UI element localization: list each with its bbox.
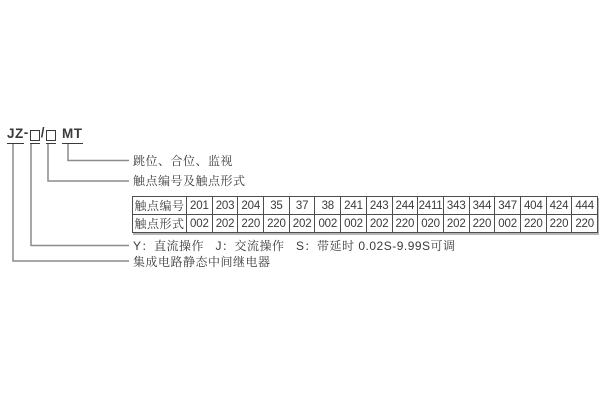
- table-cell: 220: [469, 215, 495, 233]
- model-designation: [7, 126, 83, 144]
- connector-operation: [31, 143, 129, 246]
- placeholder-box-icon: [46, 130, 56, 141]
- table-row-header: 触点形式: [133, 215, 187, 233]
- table-row-header: 触点编号: [133, 197, 187, 215]
- connector-relay-name: [13, 143, 129, 261]
- table-cell: 220: [520, 215, 546, 233]
- table-cell: 444: [572, 197, 598, 215]
- table-cell: 404: [520, 197, 546, 215]
- table-row: [133, 215, 598, 233]
- callout-monitor-label: 跳位、合位、监视: [133, 154, 234, 168]
- table-cell: 202: [366, 215, 392, 233]
- table-cell: 343: [443, 197, 469, 215]
- contact-number-form-table: [132, 196, 598, 233]
- table-cell: 202: [212, 215, 238, 233]
- table-cell: 344: [469, 197, 495, 215]
- table-cell: 020: [418, 215, 444, 233]
- model-dash: -: [23, 125, 29, 140]
- model-slash: /: [40, 125, 46, 140]
- table-cell: 2411: [418, 197, 444, 215]
- table-cell: 38: [315, 197, 341, 215]
- table-cell: 220: [572, 215, 598, 233]
- placeholder-box-icon: [30, 130, 40, 141]
- callout-contact-info-label: 触点编号及触点形式: [133, 174, 246, 188]
- table-row: [133, 197, 598, 215]
- table-cell: 203: [212, 197, 238, 215]
- table-cell: 201: [187, 197, 213, 215]
- callout-relay-name-label: 集成电路静态中间继电器: [133, 255, 271, 269]
- table-cell: 424: [546, 197, 572, 215]
- table-cell: 347: [495, 197, 521, 215]
- connector-monitor: [68, 143, 129, 161]
- callout-operation-modes-label: Y：直流操作 J：交流操作 S：带延时 0.02S-9.99S可调: [133, 239, 456, 253]
- table-cell: 37: [289, 197, 315, 215]
- table-cell: 002: [495, 215, 521, 233]
- connector-contact-info: [48, 143, 129, 181]
- table-body: [133, 197, 598, 233]
- table-cell: 204: [238, 197, 264, 215]
- table-cell: 220: [546, 215, 572, 233]
- table-cell: 220: [392, 215, 418, 233]
- table-cell: 202: [289, 215, 315, 233]
- model-placeholder-box-1: [30, 130, 40, 144]
- table-cell: 35: [264, 197, 290, 215]
- table-cell: 002: [315, 215, 341, 233]
- table-cell: 202: [443, 215, 469, 233]
- table-cell: 002: [341, 215, 367, 233]
- model-suffix: MT: [62, 127, 83, 144]
- table-cell: 220: [264, 215, 290, 233]
- table-cell: 243: [366, 197, 392, 215]
- model-placeholder-box-2: [46, 130, 56, 144]
- table-cell: 220: [238, 215, 264, 233]
- table-cell: 241: [341, 197, 367, 215]
- table-cell: 002: [187, 215, 213, 233]
- table-cell: 244: [392, 197, 418, 215]
- model-prefix: JZ: [7, 127, 24, 144]
